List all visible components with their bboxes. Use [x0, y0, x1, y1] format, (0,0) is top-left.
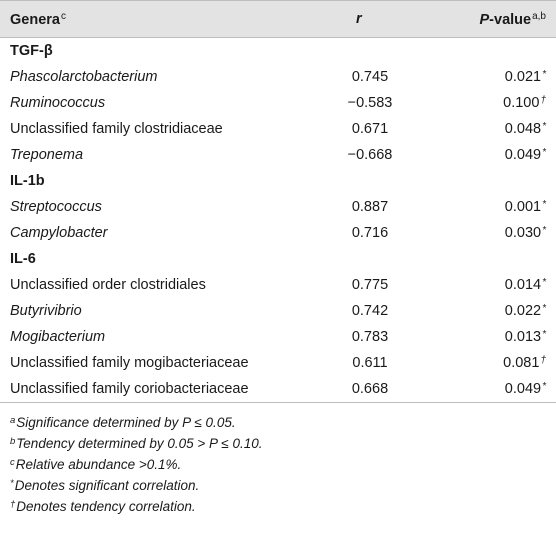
r-cell: 0.745 [351, 69, 389, 85]
section-header [0, 246, 556, 272]
p-value: 0.049 [504, 381, 542, 397]
r-cell: −0.583 [347, 95, 393, 111]
p-value: 0.001 [504, 199, 542, 215]
p-value: 0.021 [504, 69, 542, 85]
p-value-cell [505, 381, 546, 397]
footnote-mark: * [10, 478, 14, 489]
p-value-cell [505, 303, 546, 319]
table-row [0, 324, 556, 350]
significance-mark: * [542, 121, 546, 132]
p-value-cell [505, 147, 546, 163]
r-cell: 0.668 [351, 381, 389, 397]
footnote [0, 410, 556, 431]
r-cell: 0.671 [351, 121, 389, 137]
p-value: 0.013 [504, 329, 542, 345]
table-row [0, 64, 556, 90]
footnote-text: Significance determined by P ≤ 0.05. [16, 415, 236, 430]
genus-cell: Treponema [10, 147, 84, 163]
footnote-text: Denotes tendency correlation. [16, 499, 196, 514]
footnote [0, 452, 556, 473]
r-cell: 0.716 [351, 225, 389, 241]
genus-cell: Unclassified order clostridiales [10, 277, 206, 293]
table-header [0, 0, 556, 38]
genus-cell: Unclassified family coriobacteriaceae [10, 381, 249, 397]
p-value-cell [503, 355, 546, 371]
section-header [0, 38, 556, 64]
p-value-cell [505, 277, 546, 293]
header-p-value: P-value$^{a,b}$ [479, 11, 546, 28]
table-row [0, 220, 556, 246]
table-row [0, 272, 556, 298]
r-cell: 0.783 [351, 329, 389, 345]
p-value-cell [503, 95, 546, 111]
significance-mark: * [542, 329, 546, 340]
footnote [0, 494, 556, 515]
r-cell: 0.887 [351, 199, 389, 215]
p-value: 0.081 [503, 355, 540, 371]
genus-cell: Unclassified family clostridiaceae [10, 121, 223, 137]
footnote-mark: † [10, 499, 16, 510]
header-r: r [356, 11, 362, 27]
genus-cell: Ruminococcus [10, 95, 106, 111]
section-title: IL-1b [10, 173, 45, 189]
p-value-cell [505, 69, 546, 85]
significance-mark: * [542, 381, 546, 392]
footnote-mark: b [10, 436, 16, 447]
significance-mark: * [542, 199, 546, 210]
genus-cell: Butyrivibrio [10, 303, 82, 319]
section-title: TGF-β [10, 43, 53, 59]
footnote-text: Relative abundance >0.1%. [15, 457, 182, 472]
section-title: IL-6 [10, 251, 36, 267]
table-row [0, 376, 556, 402]
p-value-cell [505, 199, 546, 215]
r-cell: −0.668 [347, 147, 393, 163]
p-value-cell [505, 225, 546, 241]
genus-cell: Campylobacter [10, 225, 108, 241]
table-body [0, 38, 556, 402]
p-value: 0.049 [504, 147, 542, 163]
table-row [0, 142, 556, 168]
significance-mark: * [542, 225, 546, 236]
section-header [0, 168, 556, 194]
genus-cell: Unclassified family mogibacteriaceae [10, 355, 249, 371]
p-value-cell [505, 329, 546, 345]
table-row [0, 194, 556, 220]
p-value: 0.100 [503, 95, 540, 111]
genus-cell: Phascolarctobacterium [10, 69, 158, 85]
footnote-mark: c [10, 457, 15, 468]
footnote-mark: a [10, 415, 16, 426]
table-row [0, 298, 556, 324]
p-value: 0.048 [504, 121, 542, 137]
significance-mark: † [540, 355, 546, 366]
header-genera: Genera$^c$ [10, 11, 66, 28]
genus-cell: Mogibacterium [10, 329, 106, 345]
significance-mark: * [542, 303, 546, 314]
r-cell: 0.611 [352, 355, 388, 371]
r-cell: 0.742 [351, 303, 389, 319]
p-value: 0.022 [504, 303, 542, 319]
r-cell: 0.775 [351, 277, 389, 293]
significance-mark: * [542, 277, 546, 288]
footnote [0, 431, 556, 452]
significance-mark: † [540, 95, 546, 106]
table-footnotes [0, 403, 556, 515]
p-value-cell [505, 121, 546, 137]
footnote-text: Denotes significant correlation. [14, 478, 200, 493]
table-row [0, 350, 556, 376]
table-row [0, 116, 556, 142]
significance-mark: * [542, 69, 546, 80]
footnote [0, 473, 556, 494]
p-value: 0.030 [504, 225, 542, 241]
genus-cell: Streptococcus [10, 199, 102, 215]
footnote-text: Tendency determined by 0.05 > P ≤ 0.10. [16, 436, 263, 451]
p-value: 0.014 [504, 277, 542, 293]
table-row [0, 90, 556, 116]
significance-mark: * [542, 147, 546, 158]
